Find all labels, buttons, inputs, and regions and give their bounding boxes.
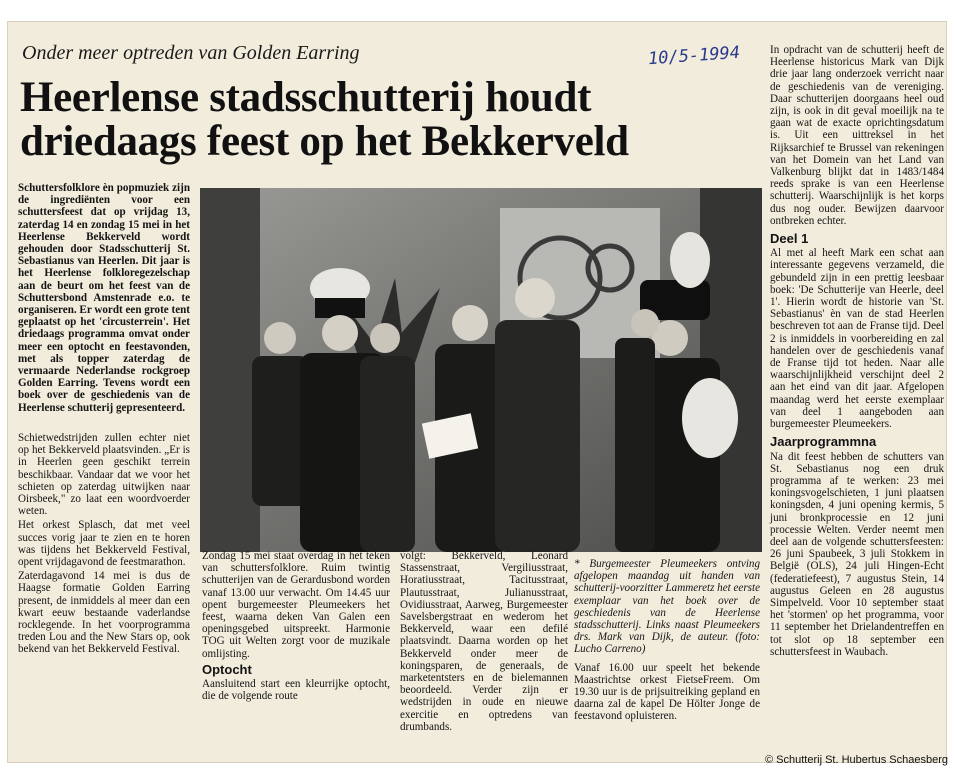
column-1 (18, 432, 190, 658)
column-4 (574, 558, 760, 725)
paragraph: volgt: Bekkerveld, Leonard Stassenstraat, Vergiliusstraat, Horatiusstraat, Tacitusstraat, Plautusstraat, Julianusstraat, Ovidiusstraat, Aarweg, Burgemeester Savelsbergstraat en wederom het Bekkerveld, waar een defilé plaatsvindt. Daarna worden op het Bekkerveld onder meer de koningsparen, de generaals, de marketentsters en de bielemannen beoordeeld. Verder zijn er wedstrijden in oude en nieuwe exercitie en optredens van drumbands. (400, 550, 568, 733)
column-right (770, 44, 944, 660)
photo (200, 188, 762, 552)
paragraph: Zondag 15 mei staat overdag in het teken van schuttersfolklore. Ruim twintig schutterijen van de Gerardusbond worden vanaf 13.00 uur verwacht. Om 14.45 uur opent burgemeester Pleumeekers het feest, waarna deken Van Galen een openingsgebed uitspreekt. Harmonie TOG uit Welten zorgt voor de muzikale omlijsting. (202, 550, 390, 660)
photo-illustration (200, 188, 762, 552)
column-3 (400, 550, 568, 735)
newspaper-clipping (8, 22, 946, 762)
copyright-credit: © Schutterij St. Hubertus Schaesberg (765, 754, 948, 766)
handwritten-date: 10/5-1994 (647, 42, 741, 70)
person-center-left (360, 323, 415, 552)
paragraph: Aansluitend start een kleurrijke optocht, die de volgende route (202, 678, 390, 703)
subheading-deel-1: Deel 1 (770, 231, 809, 247)
column-2 (202, 550, 390, 704)
headline: Heerlense stadsschutterij houdt driedaags feest op het Bekkerveld (20, 74, 629, 165)
lead-paragraph (18, 182, 190, 416)
subheading-jaarprogramma: Jaarprogrammna (770, 434, 877, 450)
paragraph: In opdracht van de schutterij heeft de Heerlense historicus Mark van Dijk drie jaar lang onderzoek verricht naar de geschiedenis van de vereniging. Daar schutterijen doorgaans heel oud zijn, is ook in dit geval moeilijk na te gaan wat de exacte oprichtingsdatum is. Uit een uittreksel in het Rijksarchief te Brussel van rekeningen van het Domein van het Land van Valkenburg blijkt dat in 1483/1484 reeds sprake is van een Heerlense schutterij. Waarschijnlijk is het korps dus nog ouder. Bewijzen daarvoor ontbreken echter. (770, 44, 944, 227)
subheading-optocht: Optocht (202, 661, 252, 677)
photo-caption: * Burgemeester Pleumeekers ontving afgelopen maandag uit handen van schutterij-voorzitter Lammeretz het eerste exemplaar van het boek over de geschiedenis van de Heerlense stadsschutterij. Links naast Pleumeekers drs. Mark van Dijk, de auteur. (foto: Lucho Carreno) (574, 558, 760, 656)
paragraph: Vanaf 16.00 uur speelt het bekende Maastrichtse orkest FietseFreem. Om 19.30 uur is de prijsuitreiking gepland en daarna zal de kapel De Hölter Jonge de feestavond opluisteren. (574, 661, 760, 723)
person-far-right (615, 309, 659, 552)
lead-text: Schuttersfolklore èn popmuziek zijn de ingrediënten voor een schuttersfeest dat op vrijdag 13, zaterdag 14 en zondag 15 mei in het Heerlense Bekkerveld wordt gehouden door Stadsschutterij St. Sebastianus van Heerlen. Dit jaar is het Heerlense folkloregezelschap aan de beurt om het feest van de Schuttersbond Amstenrade e.o. te organiseren. Er wordt een grote tent geplaatst op het 'circusterrein'. Het driedaags programma omvat onder meer een optocht en feestavonden, met als topper zaterdag de vermaarde Nederlandse rockgroep Golden Earring. Tevens wordt een boek over de geschiedenis van de Heerlense schutterij gepresenteerd. (18, 182, 190, 414)
paragraph: Schietwedstrijden zullen echter niet op het Bekkerveld plaatsvinden. „Er is in Heerlen geen geschikt terrein beschikbaar. Vandaar dat we voor het schieten op zaterdag uitwijken naar Oirsbeek," zo laat een woordvoerder weten. (18, 432, 190, 518)
kicker: Onder meer optreden van Golden Earring (22, 42, 360, 64)
paragraph: Zaterdagavond 14 mei is dus de Haagse formatie Golden Earring present, de inmiddels al meer dan een kwart eeuw bestaande vaderlandse rocklegende. In het voorprogramma treden Lou and the New Stars op, ook bekend van het Bekkerveld Festival. (18, 570, 190, 656)
paragraph: Al met al heeft Mark een schat aan interessante gegevens verzameld, die gebundeld zijn in een prettig leesbaar boek: 'De Schutterije van Heerle, deel 1'. Hierin wordt de historie van 'St. Sebastianus' èn van de stad Heerlen beschreven tot aan de Franse tijd. Deel 2 is inmiddels in voorbereiding en zal handelen over de geschiedenis vanaf de Franse tijd tot heden. Naar alle waarschijnlijkheid verschijnt deel 2 aan het eind van dit jaar. Afgelopen maandag werd het eerste exemplaar van deel 1 aangeboden aan burgemeester Pleumeekers. (770, 247, 944, 431)
paragraph: Na dit feest hebben de schutters van St. Sebastianus nog een druk programma af te werken: 23 mei koningsvogelschieten, 1 juni plaatsen koningsden, 4 juni opening kermis, 5 juni bronkprocessie en 12 juni processie Welten. Verder neemt men deel aan de volgende schuttersfeesten: 26 juni Spaubeek, 3 juli Stokkem in België (OLS), 24 juli Hingen-Echt (federatiefeest), 7 augustus Stein, 14 augustus Geleen en 28 augustus Simpelveld. Voor 10 september staat het 'stormen' op het programma, voor 11 september het Drielandentreffen en tot slot op 18 september een schuttersfeest in Waubach. (770, 450, 944, 658)
paragraph: Het orkest Splasch, dat met veel succes vorig jaar te zien en te horen was tijdens het Bekkerveld Festival, opent vrijdagavond de feestmarathon. (18, 519, 190, 569)
